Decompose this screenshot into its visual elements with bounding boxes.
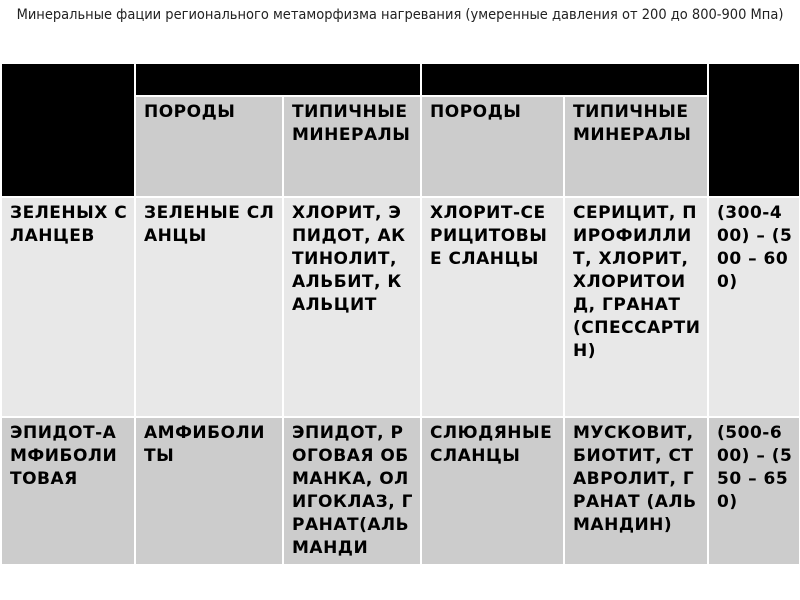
cell-metabasites-minerals: ЭПИДОТ, РОГОВАЯ ОБМАНКА, ОЛИГОКЛАЗ, ГРАНАТ(АЛЬМАНДИ [283, 417, 421, 565]
cell-metabasites-rocks: ЗЕЛЕНЫЕ СЛАНЦЫ [135, 197, 283, 417]
header-metabasites-minerals: ТИПИЧНЫЕ МИНЕРАЛЫ [283, 96, 421, 197]
cell-metapelites-rocks: ХЛОРИТ-СЕРИЦИТОВЫЕ СЛАНЦЫ [421, 197, 564, 417]
cell-metapelites-minerals: СЕРИЦИТ, ПИРОФИЛЛИТ, ХЛОРИТ, ХЛОРИТОИД, ГРАНАТ (СПЕССАРТИН) [564, 197, 708, 417]
cell-metapelites-rocks: СЛЮДЯНЫЕ СЛАНЦЫ [421, 417, 564, 565]
header-facies: МИНЕРАЛЬНЫЕ ФАЦИИ [1, 63, 135, 197]
header-temperature: ТЕМПЕРАТУРА, °С [708, 63, 800, 197]
header-metapelites-rocks: ПОРОДЫ [421, 96, 564, 197]
cell-metabasites-minerals: ХЛОРИТ, ЭПИДОТ, АКТИНОЛИТ, АЛЬБИТ, КАЛЬЦИТ [283, 197, 421, 417]
header-metabasites: МЕТАБАЗИТЫ [135, 63, 421, 96]
cell-metabasites-rocks: АМФИБОЛИТЫ [135, 417, 283, 565]
cell-facies: ЗЕЛЕНЫХ СЛАНЦЕВ [1, 197, 135, 417]
header-metapelites: МЕТАПЕЛИТЫ [421, 63, 708, 96]
header-metabasites-rocks: ПОРОДЫ [135, 96, 283, 197]
table-row [1, 197, 800, 417]
header-row-groups [1, 63, 800, 96]
slide-title: Минеральные фации регионального метаморфизма нагревания (умеренные давления от 200 до 800-900 Мпа) [16, 7, 784, 23]
facies-table [0, 62, 800, 566]
cell-facies: ЭПИДОТ-АМФИБОЛИТОВАЯ [1, 417, 135, 565]
cell-temperature: (500-600) – (550 – 650) [708, 417, 800, 565]
cell-metapelites-minerals: МУСКОВИТ, БИОТИТ, СТАВРОЛИТ, ГРАНАТ (АЛЬМАНДИН) [564, 417, 708, 565]
header-metapelites-minerals: ТИПИЧНЫЕ МИНЕРАЛЫ [564, 96, 708, 197]
cell-temperature: (300-400) – (500 – 600) [708, 197, 800, 417]
table-row [1, 417, 800, 565]
